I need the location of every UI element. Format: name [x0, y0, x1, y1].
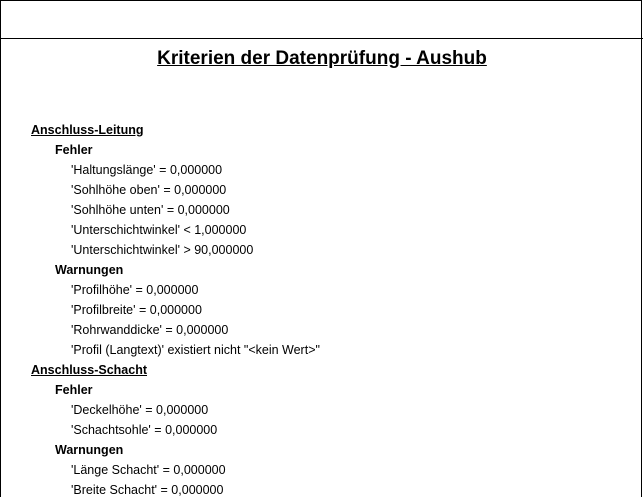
criterion-item: 'Sohlhöhe oben' = 0,000000 [71, 183, 227, 197]
criterion-item: 'Breite Schacht' = 0,000000 [71, 483, 224, 497]
group-heading: Fehler [55, 143, 93, 157]
report-title: Kriterien der Datenprüfung - Aushub [157, 48, 487, 69]
criterion-item: 'Länge Schacht' = 0,000000 [71, 463, 226, 477]
group-heading: Fehler [55, 383, 93, 397]
group-heading: Warnungen [55, 443, 124, 457]
criterion-item: 'Profilbreite' = 0,000000 [71, 303, 202, 317]
page-header-band [1, 1, 643, 39]
section-heading: Anschluss-Leitung [31, 123, 144, 137]
criterion-item: 'Rohrwanddicke' = 0,000000 [71, 323, 229, 337]
criteria-list [31, 120, 631, 500]
criterion-item: 'Deckelhöhe' = 0,000000 [71, 403, 209, 417]
criterion-item: 'Haltungslänge' = 0,000000 [71, 163, 223, 177]
criterion-item: 'Schachtsohle' = 0,000000 [71, 423, 218, 437]
group-heading: Warnungen [55, 263, 124, 277]
criterion-item: 'Unterschichtwinkel' > 90,000000 [71, 243, 254, 257]
section-heading: Anschluss-Schacht [31, 363, 148, 377]
criterion-item: 'Profil (Langtext)' existiert nicht "<kein Wert>" [71, 343, 320, 357]
criterion-item: 'Profilhöhe' = 0,000000 [71, 283, 199, 297]
criterion-item: 'Unterschichtwinkel' < 1,000000 [71, 223, 247, 237]
criterion-item: 'Sohlhöhe unten' = 0,000000 [71, 203, 230, 217]
